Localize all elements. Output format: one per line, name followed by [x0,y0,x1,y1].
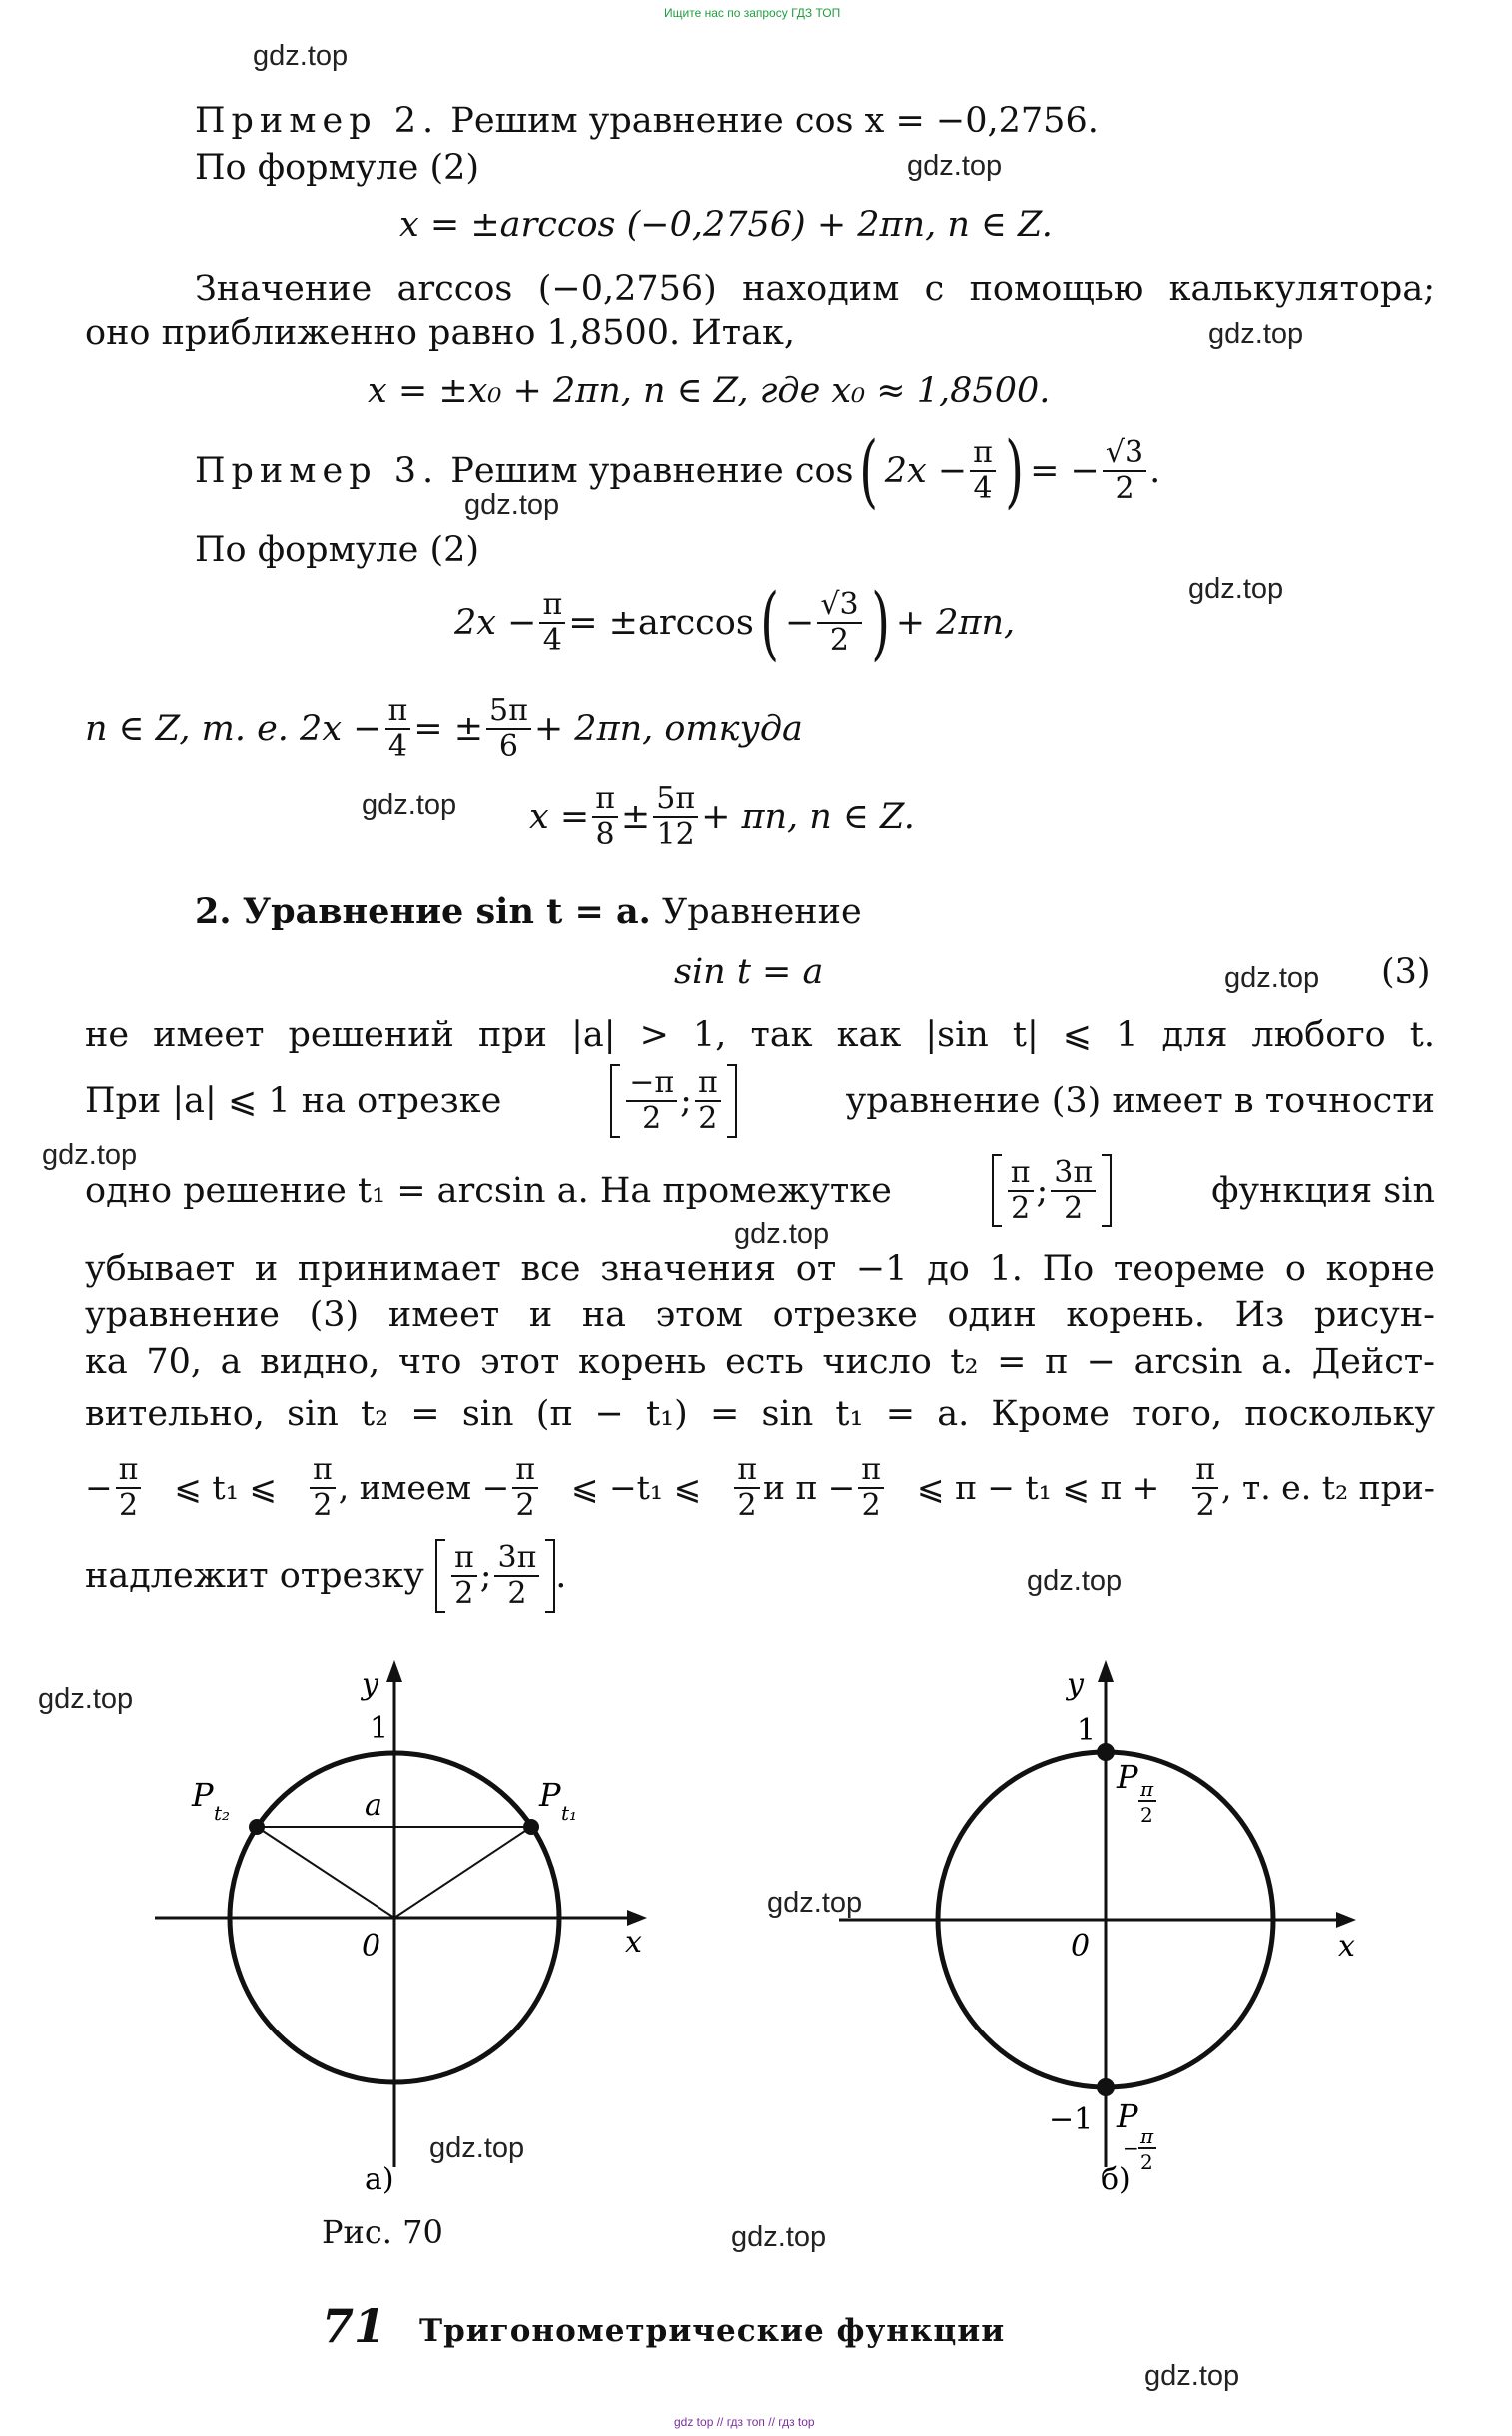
section2-line5: уравнение (3) имеет и на этом отрезке один корень. Из рисун- [85,1295,1435,1335]
watermark: gdz.top [1188,573,1284,605]
p-bottom-sub-minus: − [1123,2136,1139,2160]
example2-text-line2: оно приближенно равно 1,8500. Итак, [85,313,796,353]
section2-equation: sin t = a [674,952,824,992]
watermark: gdz.top [362,789,457,821]
p-bottom-label: P [1117,2097,1138,2135]
radius-t1 [394,1827,531,1918]
section2-line8: − $\frac{\pi}{2}$ ⩽ t₁ ⩽ $\frac{\pi}{2}$ , имеем − $\frac{\pi}{2}$ ⩽ −t₁ ⩽ $\frac{\pi}{2}$ и π − $\frac{\pi}{2}$ ⩽ π − t₁ ⩽ π + $\frac{\pi}{2}$ , т. е. t₂ при- [85,1452,1435,1523]
bottom-banner-watermark: gdz top // гдз топ // гдз top [674,2415,815,2429]
point-p-t2 [249,1819,265,1835]
radius-t2 [257,1827,394,1918]
p-bottom-sub-denominator: 2 [1140,2150,1153,2174]
section2-line9: надлежит отрезку $\frac{\pi}{2}$ ; $\frac{3\pi}{2}$ . [85,1540,567,1611]
p-top-sub-denominator: 2 [1140,1803,1153,1827]
section2-equation-number: (3) [1381,952,1431,992]
watermark: gdz.top [1208,318,1304,350]
watermark: gdz.top [734,1218,830,1250]
example2-result: x = ±x₀ + 2πn, n ∈ Z, где x₀ ≈ 1,8500. [368,371,1051,410]
p-t1-label: P [539,1776,561,1814]
subfigure-label-a: а) [365,2162,394,2197]
watermark: gdz.top [731,2221,827,2253]
section2-line4: убывает и принимает все значения от −1 до 1. По теореме о корне [85,1249,1435,1289]
y-axis-arrow [1098,1660,1114,1682]
fraction-pi-over-4: $\frac{\pi}{4}$ [970,436,996,506]
example2-text-line1: Значение arccos (−0,2756) находим с помощью калькулятора; [195,269,1435,309]
figure-caption: Рис. 70 [322,2213,443,2251]
section2-line1: не имеет решений при |a| > 1, так как |sin t| ⩽ 1 для любого t. [85,1015,1435,1055]
one-label: 1 [370,1711,389,1746]
watermark: gdz.top [38,1683,134,1715]
section2-line7: вительно, sin t₂ = sin (π − t₁) = sin t₁ = a. Кроме того, поскольку [85,1394,1435,1434]
p-t2-label: P [192,1776,214,1814]
example2-title: Пример 2. Решим уравнение cos x = −0,2756. [195,101,1099,141]
point-p-minus-pi-over-2 [1097,2078,1115,2096]
watermark: gdz.top [253,40,349,72]
p-bottom-sub-numerator: π [1140,2124,1154,2148]
minus-one-label: −1 [1049,2102,1094,2137]
page-number: 71 [322,2299,386,2353]
figure-70a-unit-circle [140,1638,659,2197]
top-banner-watermark: Ищите нас по запросу ГДЗ ТОП [664,6,841,20]
origin-label: 0 [362,1929,381,1964]
section2-line6: ка 70, а видно, что этот корень есть число t₂ = π − arcsin a. Дейст- [85,1342,1435,1382]
example2-formula-ref: По формуле (2) [195,148,480,188]
point-p-pi-over-2 [1097,1743,1115,1761]
watermark: gdz.top [1027,1565,1123,1597]
example3-eq1: 2x − $\frac{\pi}{4}$ = ±arccos ( − $\frac{√3}{2}$ ) + 2πn, [454,576,1016,669]
section2-line3: одно решение t₁ = arcsin a. На промежутке $\frac{\pi}{2}$ ; $\frac{3\pi}{2}$ функция sin [85,1155,1435,1225]
x-axis-arrow [1336,1912,1356,1928]
p-t1-subscript: t₁ [561,1801,578,1825]
x-axis-label: x [1338,1929,1355,1964]
a-label: a [365,1788,382,1823]
y-axis-label: y [362,1667,378,1702]
watermark: gdz.top [907,150,1003,182]
x-axis-arrow [627,1910,647,1926]
section2-line2: При |a| ⩽ 1 на отрезке $\frac{-\pi}{2}$ ; $\frac{\pi}{2}$ уравнение (3) имеет в точности [85,1065,1435,1136]
example3-formula-ref: По формуле (2) [195,530,480,570]
watermark: gdz.top [767,1887,863,1919]
y-axis-arrow [386,1660,402,1682]
origin-label: 0 [1071,1929,1091,1964]
point-p-t1 [523,1819,539,1835]
fraction-sqrt3-over-2: $\frac{√3}{2}$ [1103,436,1146,506]
figure-70b-unit-circle [819,1638,1378,2197]
example3-final: x = $\frac{\pi}{8}$ ± $\frac{5\pi}{12}$ + πn, n ∈ Z. [529,781,915,852]
p-top-sub-numerator: π [1140,1777,1154,1801]
section2-heading: 2. Уравнение sin t = a. Уравнение [195,891,862,932]
example3-line3: n ∈ Z, т. е. 2x − $\frac{\pi}{4}$ = ± $\frac{5\pi}{6}$ + 2πn, откуда [85,693,803,764]
watermark: gdz.top [464,489,560,521]
x-axis-label: x [625,1925,642,1960]
example3-title: Пример 3. Решим уравнение cos ( 2x − $\frac{\pi}{4}$ ) = − $\frac{√3}{2}$ . [195,424,1161,517]
one-label: 1 [1077,1713,1097,1748]
y-axis-label: y [1067,1667,1084,1702]
subfigure-label-b: б) [1101,2162,1131,2197]
watermark: gdz.top [42,1139,138,1171]
watermark: gdz.top [1224,962,1320,994]
running-footer-title: Тригонометрические функции [419,2313,1006,2349]
p-t2-subscript: t₂ [214,1801,231,1825]
watermark: gdz.top [1144,2360,1240,2392]
example2-formula: x = ±arccos (−0,2756) + 2πn, n ∈ Z. [399,205,1053,245]
p-top-label: P [1117,1758,1138,1796]
watermark: gdz.top [429,2132,525,2164]
